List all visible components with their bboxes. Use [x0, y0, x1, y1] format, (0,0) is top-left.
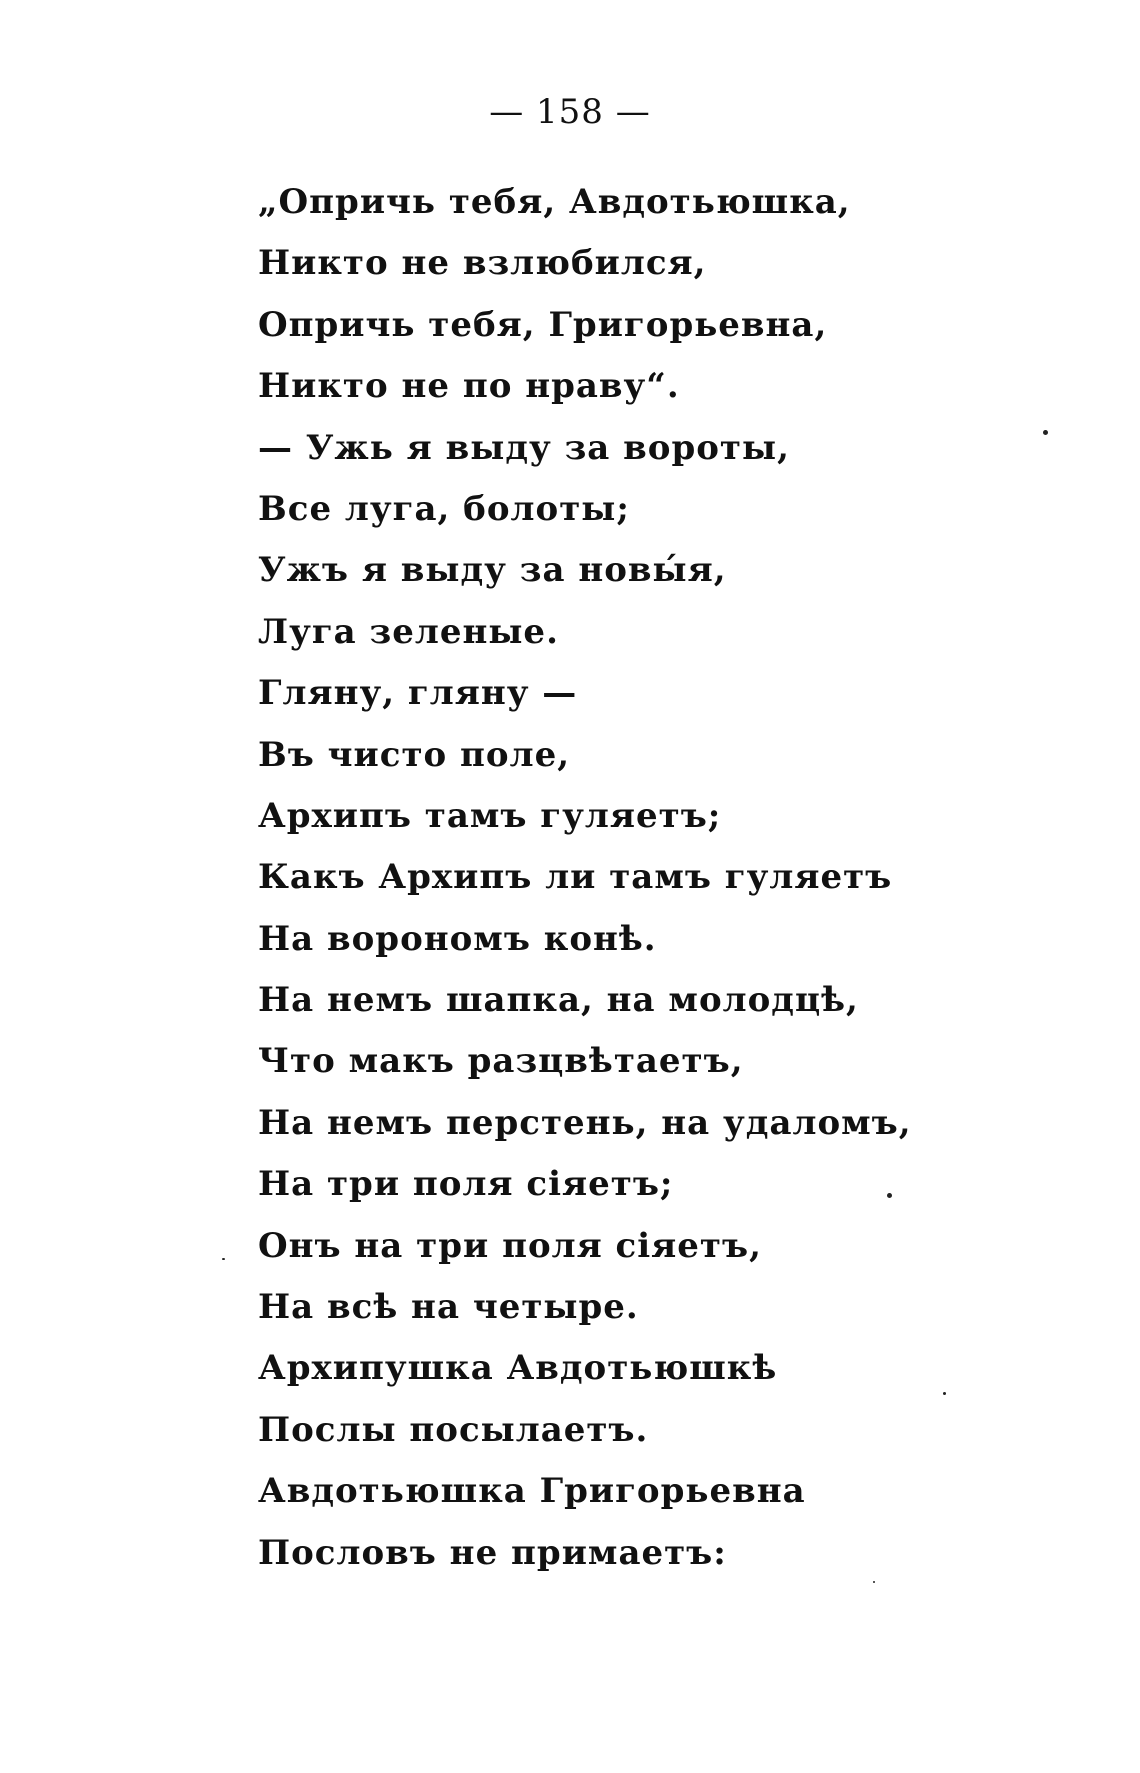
- verse-line: Авдотьюшка Григорьевна: [258, 1471, 806, 1512]
- verse-line: Никто не взлюбился,: [258, 243, 707, 284]
- verse-line: — Ужь я выду за вороты,: [258, 427, 790, 468]
- verse-line: Ужъ я выду за новы́я,: [258, 550, 727, 591]
- verse-line: На три поля сіяетъ;: [258, 1164, 674, 1205]
- scan-speck: [943, 1392, 946, 1395]
- page-number: — 158 —: [489, 92, 651, 132]
- scan-speck: [1043, 430, 1048, 435]
- scan-speck: [222, 1258, 225, 1260]
- verse-line: Никто не по нраву“.: [258, 366, 680, 407]
- verse-line: На немъ перстень, на удаломъ,: [258, 1102, 912, 1143]
- verse-line: „Опричь тебя, Авдотьюшка,: [258, 182, 851, 222]
- verse-line: Пословъ не примаетъ:: [258, 1532, 727, 1573]
- verse-line: Архипушка Авдотьюшкѣ: [258, 1348, 778, 1389]
- verse-line: Онъ на три поля сіяетъ,: [258, 1225, 762, 1266]
- verse-line: На ворономъ конѣ.: [258, 918, 657, 959]
- scan-speck: [887, 1193, 892, 1198]
- verse-line: На всѣ на четыре.: [258, 1287, 639, 1328]
- verse-line: Гляну, гляну —: [258, 673, 578, 714]
- verse-line: Луга зеленые.: [258, 611, 559, 652]
- poem-text: [258, 172, 1098, 1584]
- verse-line: Въ чисто поле,: [258, 734, 571, 775]
- verse-line: На немъ шапка, на молодцѣ,: [258, 980, 859, 1021]
- verse-line: Послы посылаетъ.: [258, 1409, 649, 1450]
- scan-speck: [873, 1581, 875, 1583]
- verse-line: Архипъ тамъ гуляетъ;: [258, 795, 722, 836]
- verse-line: Опричь тебя, Григорьевна,: [258, 304, 828, 345]
- verse-line: Что макъ разцвѣтаетъ,: [258, 1041, 744, 1082]
- verse-line: Все луга, болоты;: [258, 488, 630, 529]
- verse-line: Какъ Архипъ ли тамъ гуляетъ: [258, 857, 893, 898]
